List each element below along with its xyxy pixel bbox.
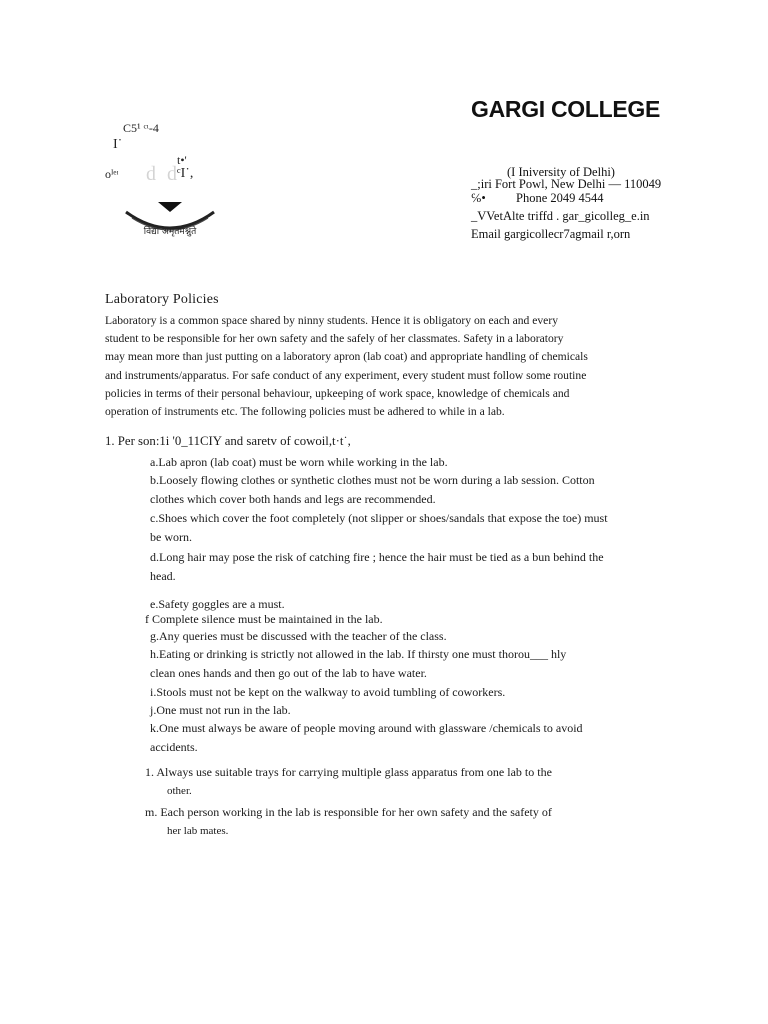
intro-line: may mean more than just putting on a laboratory apron (lab coat) and appropriate handling of chemicals — [105, 350, 588, 364]
logo-fragment: I˙ — [113, 137, 123, 152]
phone-icon-glyph: ℅• — [471, 191, 486, 205]
logo-faint-mark: d d — [146, 163, 180, 185]
policy-item: accidents. — [150, 740, 198, 754]
policy-item: a.Lab apron (lab coat) must be worn while working in the lab. — [150, 455, 448, 469]
intro-paragraph — [105, 312, 625, 421]
policy-item: clothes which cover both hands and legs are recommended. — [150, 492, 436, 506]
section-title: Laboratory Policies — [105, 292, 219, 307]
college-emblem-icon — [122, 198, 218, 238]
logo-fragment: oᴵᵉᶦ — [105, 167, 119, 181]
policy-heading: 1. Per son:1i '0_11CIY and saretv of cowoil,t·t˙, — [105, 434, 351, 448]
logo-fragment: t•' — [177, 153, 187, 167]
policy-item: be worn. — [150, 530, 192, 544]
logo-fragment: C5¹ ᶜᶥ-4 — [123, 121, 159, 135]
university-affiliation: (I Iniversity of Delhi) — [507, 165, 615, 179]
policy-item: head. — [150, 569, 176, 583]
policy-item: her lab mates. — [167, 825, 229, 837]
policy-item: f Complete silence must be maintained in the lab. — [145, 612, 383, 626]
logo-fragment: ᶜI˙, — [177, 166, 194, 181]
policy-item: clean ones hands and then go out of the lab to have water. — [150, 666, 427, 680]
intro-line: student to be responsible for her own safety and the safely of her classmates. Safety in a laboratory — [105, 332, 564, 346]
college-name: GARGI COLLEGE — [471, 96, 661, 122]
phone-number: Phone 2049 4544 — [516, 191, 604, 205]
policy-item: g.Any queries must be discussed with the teacher of the class. — [150, 629, 447, 643]
intro-line: Laboratory is a common space shared by ninny students. Hence it is obligatory on each and every — [105, 314, 558, 327]
website: _VVetAlte triffd . gar_gicolleg_e.in — [471, 209, 650, 223]
policy-item: m. Each person working in the lab is responsible for her own safety and the safety of — [145, 805, 552, 819]
policy-item: b.Loosely flowing clothes or synthetic clothes must not be worn during a lab session. Cotton — [150, 473, 595, 487]
policy-item: c.Shoes which cover the foot completely (not slipper or shoes/sandals that expose the toe) must — [150, 511, 608, 525]
policy-item: h.Eating or drinking is strictly not allowed in the lab. If thirsty one must thorou___ hly — [150, 647, 567, 661]
address-line: _;iri Fort Powl, New Delhi — 110049 — [471, 177, 662, 191]
intro-line: and instruments/apparatus. For safe conduct of any experiment, every student must follow some routine — [105, 368, 587, 382]
policy-item: i.Stools must not be kept on the walkway to avoid tumbling of coworkers. — [150, 685, 506, 699]
intro-line: policies in terms of their personal behaviour, upkeeping of work space, knowledge of chemicals and — [105, 386, 570, 400]
policy-item: e.Safety goggles are a must. — [150, 597, 285, 611]
email: Email gargicollecr7agmail r,orn — [471, 227, 631, 241]
policy-item: j.One must not run in the lab. — [150, 703, 291, 717]
policy-item: other. — [167, 785, 192, 797]
policy-item: 1. Always use suitable trays for carrying multiple glass apparatus from one lab to the — [145, 765, 552, 779]
intro-line: operation of instruments etc. The following policies must be adhered to while in a lab. — [105, 405, 505, 419]
policy-item: k.One must always be aware of people moving around with glassware /chemicals to avoid — [150, 721, 583, 735]
emblem-motto: विद्या अमृतमश्नुते — [143, 227, 197, 237]
policy-item: d.Long hair may pose the risk of catching fire ; hence the hair must be tied as a bun behind the — [150, 550, 604, 564]
